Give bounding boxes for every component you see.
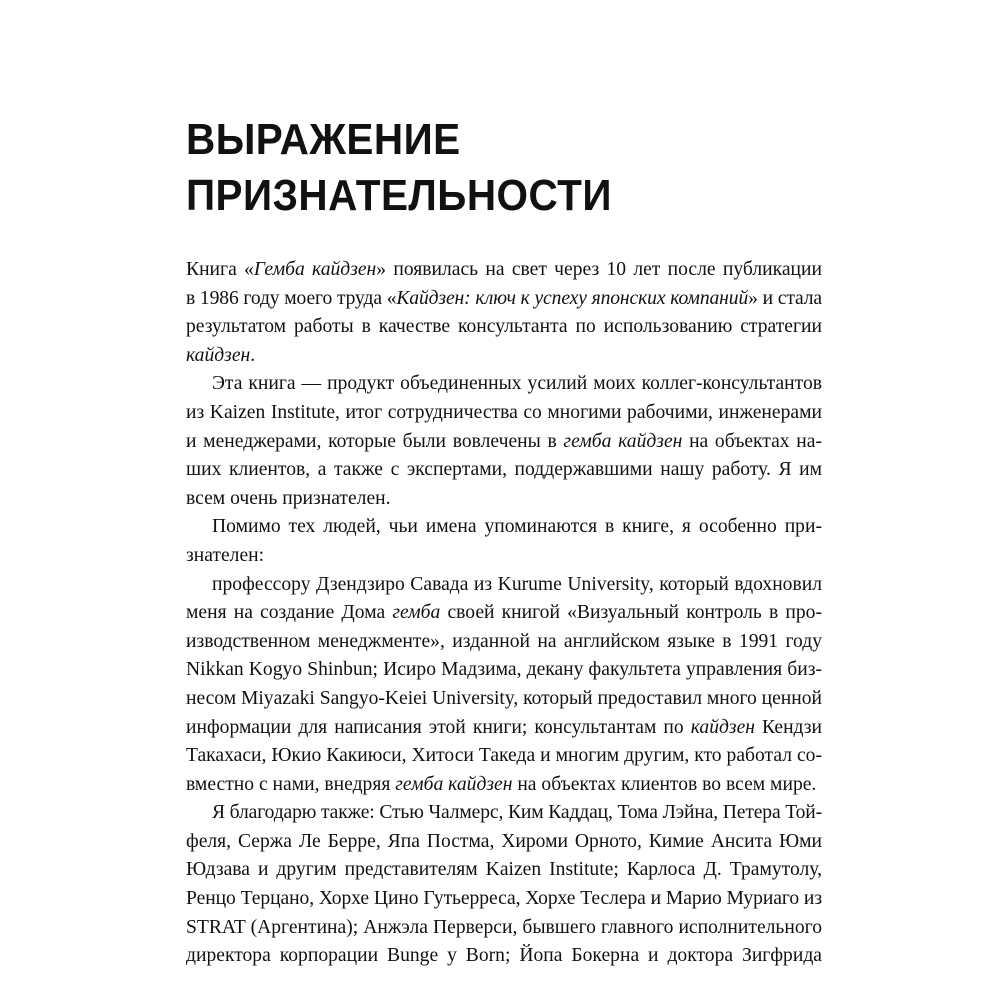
text-line <box>186 799 822 828</box>
chapter-title-line-2: ПРИЗНАТЕЛЬНОСТИ <box>186 171 612 220</box>
text-run: вместно с нами, внедряя <box>186 773 396 795</box>
text-line <box>186 485 822 514</box>
text-run: Помимо тех людей, чьи имена упоминаются в книге, я особенно при- <box>212 516 822 538</box>
text-run: из Kaizen Institute, итог сотрудничества со многими рабочими, инженерами <box>186 401 822 423</box>
italic-text: Кайдзен: ключ к успеху японских компаний <box>396 287 749 309</box>
text-line <box>186 914 822 943</box>
text-line <box>186 342 822 371</box>
italic-text: кайдзен <box>690 716 755 738</box>
text-line <box>186 685 822 714</box>
text-run: информации для написания этой книги; консультантам по <box>186 716 691 738</box>
text-run: изводственном менеджменте», изданной на английском языке в 1991 году <box>186 630 822 652</box>
text-line <box>186 942 822 971</box>
text-run: знателен: <box>186 544 265 566</box>
text-line <box>186 285 822 314</box>
italic-text: гемба <box>392 602 441 624</box>
text-run: меня на создание Дома <box>186 602 393 624</box>
text-line <box>186 742 822 771</box>
chapter-title-line-1: ВЫРАЖЕНИЕ <box>186 115 461 164</box>
text-line <box>186 256 822 285</box>
text-run: несом Miyazaki Sangyo-Keiei University, который предоставил много ценной <box>186 687 822 709</box>
text-line <box>186 885 822 914</box>
text-line <box>186 370 822 399</box>
text-run: Юдзава и другим представителям Kaizen Institute; Карлоса Д. Трамутолу, <box>186 859 822 881</box>
text-run: на объектах на- <box>682 430 822 452</box>
text-line <box>186 542 822 571</box>
text-run: профессору Дзендзиро Савада из Kurume University, который вдохновил <box>212 573 822 595</box>
text-run: Такахаси, Юкио Какиюси, Хитоси Такеда и многим другим, кто работал со- <box>186 745 822 767</box>
text-run: директора корпорации Bunge y Born; Йопа Бокерна и доктора Зигфрида <box>186 945 822 967</box>
text-line <box>186 714 822 743</box>
text-run: феля, Сержа Ле Берре, Япа Постма, Хироми Орното, Кимие Ансита Юми <box>186 830 822 852</box>
text-run: Nikkan Kogyo Shinbun; Исиро Мадзима, декану факультета управления биз- <box>186 659 822 681</box>
chapter-title <box>186 112 793 224</box>
text-line <box>186 828 822 857</box>
text-line <box>186 599 822 628</box>
italic-text: кайдзен <box>186 344 251 366</box>
text-line <box>186 571 822 600</box>
text-run: . <box>250 344 256 366</box>
text-run: ших клиентов, а также с экспертами, поддержавшими нашу работу. Я им <box>186 459 822 481</box>
text-run: всем очень признателен. <box>186 487 391 509</box>
italic-text: гемба кайдзен <box>395 773 513 795</box>
text-run: своей книгой «Визуальный контроль в про- <box>440 602 822 624</box>
italic-text: Гемба кайдзен <box>253 259 377 280</box>
text-line <box>186 428 822 457</box>
text-run: на объектах клиентов во всем мире. <box>512 773 817 795</box>
text-run: Ренцо Терцано, Хорхе Цино Гутьерреса, Хорхе Теслера и Марио Муриаго из <box>186 888 822 910</box>
text-run: Книга « <box>186 259 254 280</box>
text-run: STRAT (Аргентина); Анжэла Перверси, бывшего главного исполнительного <box>186 916 822 938</box>
text-run: » появилась на свет через 10 лет после публикации <box>376 259 822 280</box>
text-line <box>186 856 822 885</box>
body-text <box>186 256 822 971</box>
text-run: » и стала <box>748 287 822 309</box>
text-run: в 1986 году моего труда « <box>186 287 397 309</box>
text-line <box>186 313 822 342</box>
text-line <box>186 513 822 542</box>
text-run: Эта книга — продукт объединенных усилий моих коллег-консультантов <box>212 373 822 395</box>
text-run: результатом работы в качестве консультанта по использованию стратегии <box>186 316 822 338</box>
text-line <box>186 399 822 428</box>
text-run: Я благодарю также: Стью Чалмерс, Ким Каддац, Тома Лэйна, Петера Той- <box>212 802 822 824</box>
text-line <box>186 628 822 657</box>
italic-text: гемба кайдзен <box>563 430 683 452</box>
text-line <box>186 656 822 685</box>
text-run: Кендзи <box>755 716 822 738</box>
text-run: и менеджерами, которые были вовлечены в <box>186 430 564 452</box>
text-line <box>186 771 822 800</box>
text-line <box>186 456 822 485</box>
